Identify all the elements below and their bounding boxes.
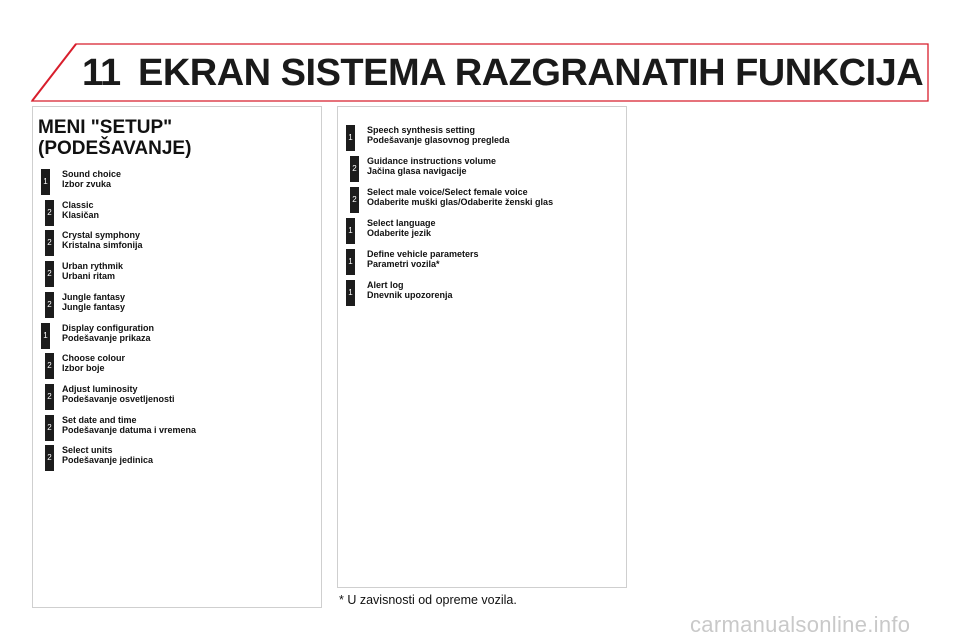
level-badge: 1 <box>346 249 355 275</box>
menu-item-text <box>367 187 553 207</box>
level-badge: 2 <box>45 261 54 287</box>
level-badge: 2 <box>45 384 54 410</box>
menu-item-label-en: Display configuration <box>62 322 155 333</box>
menu-item-text <box>62 353 125 373</box>
menu-item-text <box>62 384 175 404</box>
menu-item-text <box>62 169 121 189</box>
menu-item-label-en: Define vehicle parameters <box>367 249 479 259</box>
menu-item-label-local: Izbor zvuka <box>62 179 112 189</box>
level-badge: 2 <box>45 353 54 379</box>
menu-item <box>346 280 626 310</box>
page-title: EKRAN SISTEMA RAZGRANATIH FUNKCIJA <box>138 52 924 94</box>
level-badge: 2 <box>45 200 54 226</box>
menu-item-text <box>62 230 143 250</box>
menu-item-label-local: Urbani ritam <box>62 271 116 282</box>
menu-item-text <box>367 249 479 269</box>
chapter-number: 11 <box>82 52 121 94</box>
level-badge: 2 <box>45 230 54 256</box>
section-title-line2: (PODEŠAVANJE) <box>38 138 192 159</box>
footnote: * U zavisnosti od opreme vozila. <box>339 593 517 607</box>
menu-item-label-en: Choose colour <box>62 353 126 364</box>
menu-item-text <box>62 323 154 343</box>
menu-item <box>41 292 321 322</box>
menu-item-label-local: Parametri vozila* <box>367 259 440 269</box>
menu-item-label-en: Jungle fantasy <box>62 291 126 302</box>
level-badge: 1 <box>346 218 355 244</box>
menu-item-label-en: Guidance instructions volume <box>367 156 497 166</box>
section-title-line1: MENI "SETUP" <box>38 117 173 138</box>
menu-item <box>346 187 626 217</box>
menu-item-text <box>62 415 196 435</box>
menu-item-text <box>62 292 125 312</box>
menu-item <box>41 261 321 291</box>
level-badge: 1 <box>346 125 355 151</box>
menu-item <box>346 249 626 279</box>
menu-item <box>41 384 321 414</box>
menu-item <box>41 445 321 475</box>
menu-item-label-local: Jačina glasa navigacije <box>367 166 467 176</box>
menu-item-label-local: Podešavanje prikaza <box>62 332 151 343</box>
menu-item-text <box>367 156 496 176</box>
level-badge: 2 <box>350 187 359 213</box>
menu-item <box>346 125 626 155</box>
level-badge: 1 <box>41 323 50 349</box>
menu-item-text <box>62 261 123 281</box>
menu-item-label-local: Odaberite muški glas/Odaberite ženski glas <box>367 197 554 207</box>
menu-item-label-en: Classic <box>62 199 94 210</box>
menu-item-label-local: Dnevnik upozorenja <box>367 290 453 300</box>
section-title <box>38 117 191 159</box>
menu-item-label-en: Crystal symphony <box>62 230 141 241</box>
menu-item <box>41 323 321 353</box>
level-badge: 2 <box>45 292 54 318</box>
level-badge: 2 <box>350 156 359 182</box>
menu-item-label-local: Podešavanje datuma i vremena <box>62 424 197 435</box>
menu-item <box>41 230 321 260</box>
menu-item-text <box>367 125 510 145</box>
menu-item-text <box>62 200 99 220</box>
menu-item-label-local: Izbor boje <box>62 363 105 374</box>
menu-item-label-en: Speech synthesis setting <box>367 125 476 135</box>
menu-item-label-local: Jungle fantasy <box>62 301 126 312</box>
menu-item-label-en: Sound choice <box>62 169 122 179</box>
menu-item-label-local: Podešavanje osvetljenosti <box>62 393 175 404</box>
menu-item-label-en: Select male voice/Select female voice <box>367 187 528 197</box>
level-badge: 2 <box>45 445 54 471</box>
menu-item-label-en: Adjust luminosity <box>62 383 138 394</box>
menu-item-text <box>367 280 453 300</box>
level-badge: 2 <box>45 415 54 441</box>
menu-item-label-en: Select units <box>62 445 113 456</box>
menu-item-text <box>367 218 436 238</box>
menu-item-label-en: Select language <box>367 218 436 228</box>
menu-item-label-local: Odaberite jezik <box>367 228 432 238</box>
level-badge: 1 <box>41 169 50 195</box>
level-badge: 1 <box>346 280 355 306</box>
menu-item-label-local: Podešavanje jedinica <box>62 455 154 466</box>
header-red-accent <box>32 44 76 101</box>
watermark: carmanualsonline.info <box>690 612 911 637</box>
menu-item-label-en: Urban rythmik <box>62 261 124 272</box>
menu-item <box>41 415 321 445</box>
menu-item <box>41 200 321 230</box>
menu-item-label-local: Podešavanje glasovnog pregleda <box>367 135 510 145</box>
menu-item <box>346 156 626 186</box>
menu-item-label-local: Klasičan <box>62 209 100 220</box>
menu-item <box>346 218 626 248</box>
menu-item-text <box>62 445 153 465</box>
menu-item-label-en: Set date and time <box>62 414 137 425</box>
menu-item-label-en: Alert log <box>367 280 404 290</box>
menu-item-label-local: Kristalna simfonija <box>62 240 143 251</box>
menu-item <box>41 169 321 199</box>
menu-item <box>41 353 321 383</box>
